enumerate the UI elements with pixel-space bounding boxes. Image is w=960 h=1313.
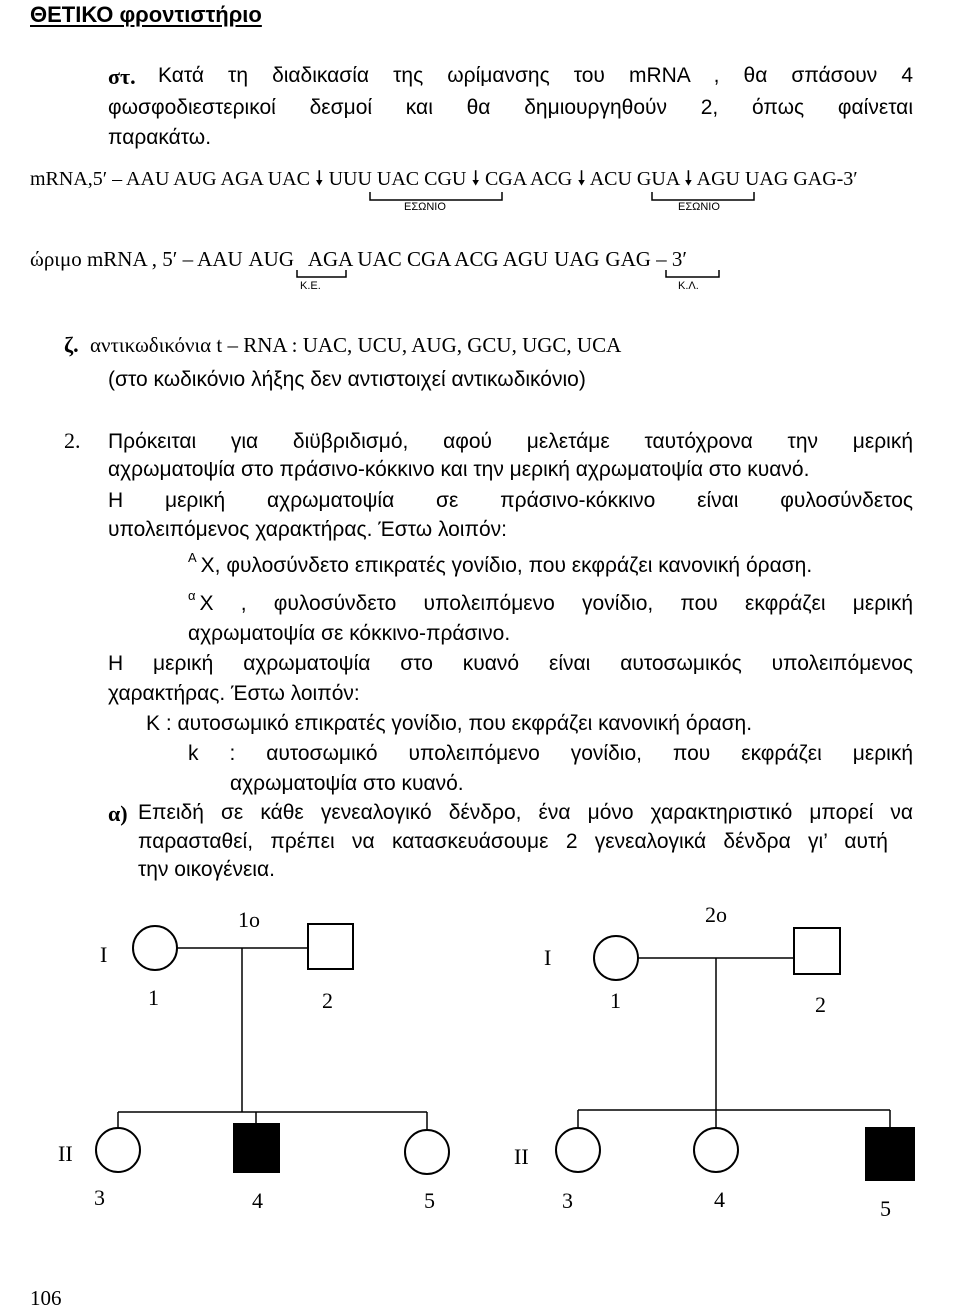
exon-brackets (0, 190, 960, 230)
codon-brackets (0, 268, 960, 298)
mrna-exon2: ACU GUA (589, 168, 680, 190)
allele-K-definition: Κ : αυτοσωμικό επικρατές γονίδιο, που εκφράζει κανονική όραση. (146, 712, 753, 735)
pedigree-2-num-3: 3 (562, 1188, 573, 1213)
cut-arrow-2: 🠗 (471, 168, 480, 190)
allele-XA-definition (188, 550, 813, 578)
pedigree-1-title: 1ο (238, 907, 260, 932)
allele-Xa-text-cont: αχρωματοψία σε κόκκινο-πράσινο. (188, 622, 511, 645)
pedigree-2-num-4: 4 (714, 1187, 725, 1212)
section-st-line3: παρακάτω. (108, 126, 212, 149)
start-codon: AUG (248, 247, 294, 271)
pedigree-1-num-3: 3 (94, 1185, 105, 1210)
section-z-line2: (στο κωδικόνιο λήξης δεν αντιστοιχεί αντικωδικόνιο) (108, 368, 586, 391)
p2-individual-II-3-female (556, 1128, 600, 1172)
p2-individual-I-1-female (594, 936, 638, 980)
page-number: 106 (30, 1286, 62, 1310)
mature-mid: AGA UAC CGA ACG AGU (307, 247, 549, 271)
section-st-label: στ. (108, 64, 136, 89)
start-codon-label: Κ.Ε. (300, 280, 321, 292)
cut-arrow-4: 🠗 (684, 168, 693, 190)
p1-individual-I-2-male (308, 924, 353, 969)
mrna-mid: CGA ACG (484, 168, 573, 190)
section-a-line3: την οικογένεια. (138, 858, 275, 881)
pedigree-1-num-1: 1 (148, 985, 159, 1010)
section-2-line6: χαρακτήρας. Έστω λοιπόν: (108, 682, 360, 705)
section-z-line1: αντικωδικόνια t – RNA : UAC, UCU, AUG, GCU, UGC, UCA (90, 333, 622, 357)
stop-codon: UAG (554, 247, 600, 271)
mature-prefix: ώριμο mRNA , 5′ – AAU (30, 247, 243, 271)
section-2-line2: αχρωματοψία στο πράσινο-κόκκινο και την μερική αχρωματοψία στο κυανό. (108, 458, 810, 481)
allele-k-definition: k : αυτοσωμικό υπολειπόμενο γονίδιο, που εκφράζει μερική (188, 742, 913, 765)
mrna-suffix: AGU UAG GAG-3′ (696, 168, 858, 190)
cut-arrow-1: 🠗 (314, 168, 324, 190)
pedigree-1-gen-II: II (58, 1141, 73, 1166)
section-st-line2: φωσφοδιεστερικοί δεσμοί και θα δημιουργηθούν 2, όπως φαίνεται (108, 96, 913, 119)
section-z-label: ζ. (64, 332, 79, 357)
pedigree-1-num-2: 2 (322, 988, 333, 1013)
allele-XA-text: X, φυλοσύνδετο επικρατές γονίδιο, που εκφράζει κανονική όραση. (200, 554, 813, 577)
stop-codon-label: Κ.Λ. (678, 280, 699, 292)
section-a-line2: παρασταθεί, πρέπει να κατασκευάσουμε 2 γενεαλογικά δένδρα γι’ αυτή (138, 830, 888, 853)
p2-individual-I-2-male (794, 928, 840, 974)
p2-individual-II-4-female (694, 1128, 738, 1172)
pedigree-2-num-1: 1 (610, 988, 621, 1013)
exon-label-2: ΕΣΩΝΙΟ (678, 201, 720, 213)
section-2-line1: Πρόκειται για διϋβριδισμό, αφού μελετάμε ταυτόχρονα την μερική (108, 430, 913, 453)
page-header-title: ΘΕΤΙΚΟ φροντιστήριο (30, 2, 262, 27)
pedigree-1-num-5: 5 (424, 1188, 435, 1213)
pedigree-2-num-5: 5 (880, 1196, 891, 1221)
allele-XA-sup: Α (188, 550, 197, 565)
section-2-line3: Η μερική αχρωματοψία σε πράσινο-κόκκινο είναι φυλοσύνδετος (108, 489, 913, 512)
allele-Xa-definition (188, 588, 913, 616)
section-a-line1: Επειδή σε κάθε γενεαλογικό δένδρο, ένα μόνο χαρακτηριστικό μπορεί να (138, 801, 913, 824)
section-st-line1: Κατά τη διαδικασία της ωρίμανσης του mRNA , θα σπάσουν 4 (158, 64, 913, 87)
section-2-line4: υπολειπόμενος χαρακτήρας. Έστω λοιπόν: (108, 518, 507, 541)
allele-k-definition-cont: αχρωματοψία στο κυανό. (230, 772, 464, 795)
pedigree-2-diagram (480, 900, 960, 1210)
allele-Xa-text: X , φυλοσύνδετο υπολειπόμενο γονίδιο, που εκφράζει μερική (199, 592, 913, 615)
pedigree-1-gen-I: I (100, 942, 108, 967)
allele-Xa-sup: α (188, 588, 196, 603)
cut-arrow-3: 🠗 (577, 168, 586, 190)
p1-individual-II-3-female (96, 1128, 140, 1172)
section-2-line5: Η μερική αχρωματοψία στο κυανό είναι αυτοσωμικός υπολειπόμενος (108, 652, 913, 675)
pedigree-2-gen-II: II (514, 1144, 529, 1169)
section-a-label: α) (108, 801, 128, 826)
mature-suffix: GAG – 3′ (605, 247, 687, 271)
pedigree-2-gen-I: I (544, 945, 552, 970)
section-2-number: 2. (64, 428, 81, 453)
mrna-exon1: UUU UAC CGU (328, 168, 467, 190)
pedigree-1-num-4: 4 (252, 1188, 263, 1213)
p1-individual-I-1-female (133, 926, 177, 970)
pedigree-2-title: 2ο (705, 902, 727, 927)
exon-label-1: ΕΣΩΝΙΟ (404, 201, 446, 213)
pedigree-2-num-2: 2 (815, 992, 826, 1017)
p2-individual-II-5-affected-male (866, 1128, 914, 1180)
mrna-prefix: mRNA,5′ – AAU AUG AGA UAC (30, 168, 310, 190)
p1-individual-II-4-affected-male (234, 1124, 279, 1172)
p1-individual-II-5-female (405, 1130, 449, 1174)
